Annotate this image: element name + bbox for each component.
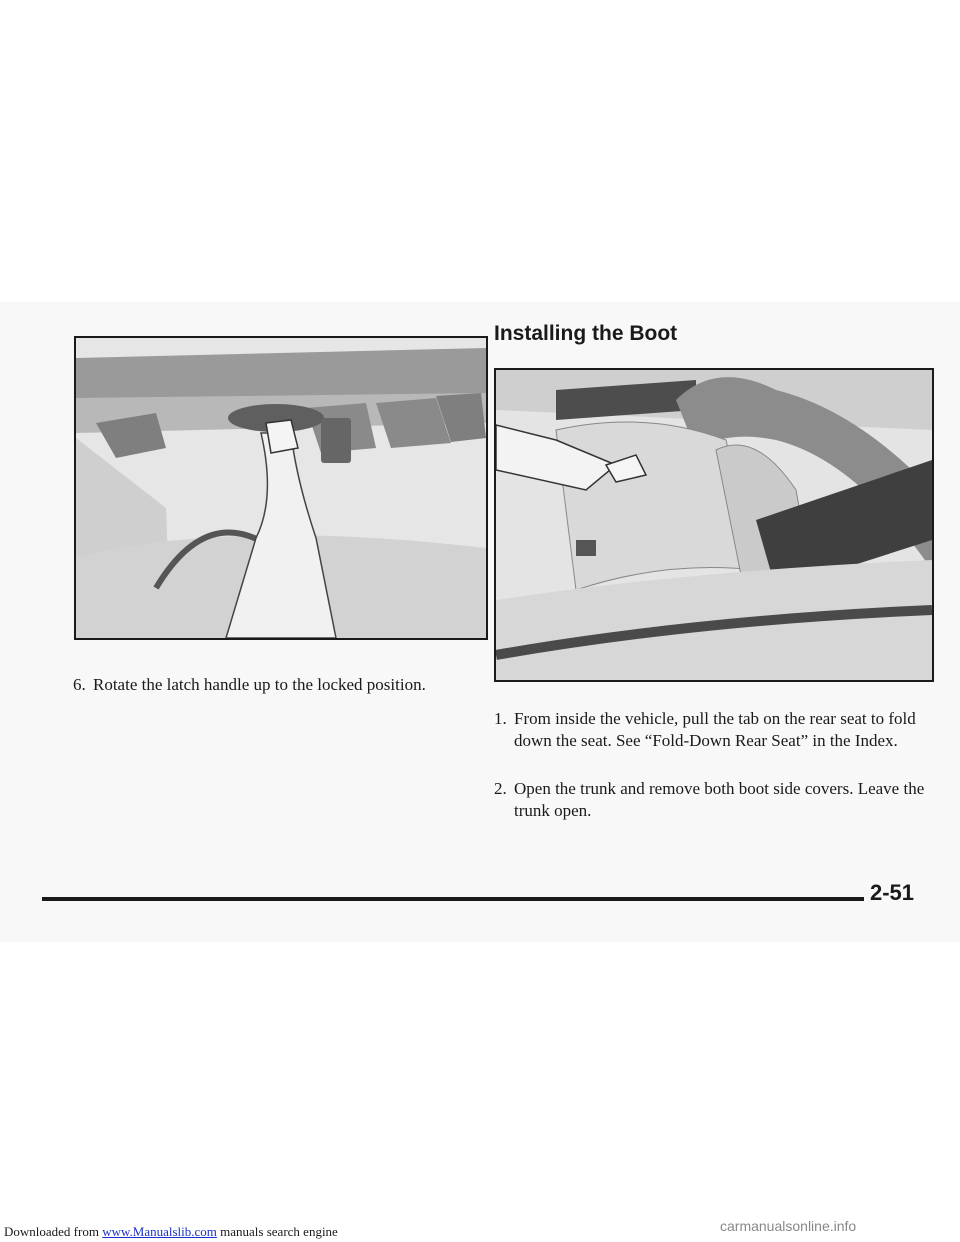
step-number: 1. bbox=[494, 709, 507, 728]
download-footer bbox=[4, 1224, 338, 1240]
watermark: carmanualsonline.info bbox=[720, 1218, 857, 1234]
step-2 bbox=[494, 778, 934, 822]
section-heading: Installing the Boot bbox=[494, 322, 678, 345]
step-text: From inside the vehicle, pull the tab on the rear seat to fold down the seat. See “Fold-Down Rear Seat” in the Index. bbox=[514, 709, 916, 750]
latch-handle-illustration bbox=[74, 336, 488, 640]
page-number: 2-51 bbox=[870, 880, 915, 905]
step-1 bbox=[494, 708, 934, 752]
step-6 bbox=[73, 674, 493, 696]
footer-suffix: manuals search engine bbox=[216, 1224, 338, 1239]
step-number: 2. bbox=[494, 779, 507, 798]
manualslib-link[interactable]: www.Manualslib.com bbox=[102, 1224, 217, 1239]
step-text: Rotate the latch handle up to the locked position. bbox=[93, 675, 426, 694]
step-number: 6. bbox=[73, 675, 86, 694]
boot-installation-illustration bbox=[494, 368, 934, 682]
footer-rule bbox=[42, 897, 864, 901]
footer-prefix: Downloaded from bbox=[4, 1224, 103, 1239]
step-text: Open the trunk and remove both boot side covers. Leave the trunk open. bbox=[514, 779, 925, 820]
